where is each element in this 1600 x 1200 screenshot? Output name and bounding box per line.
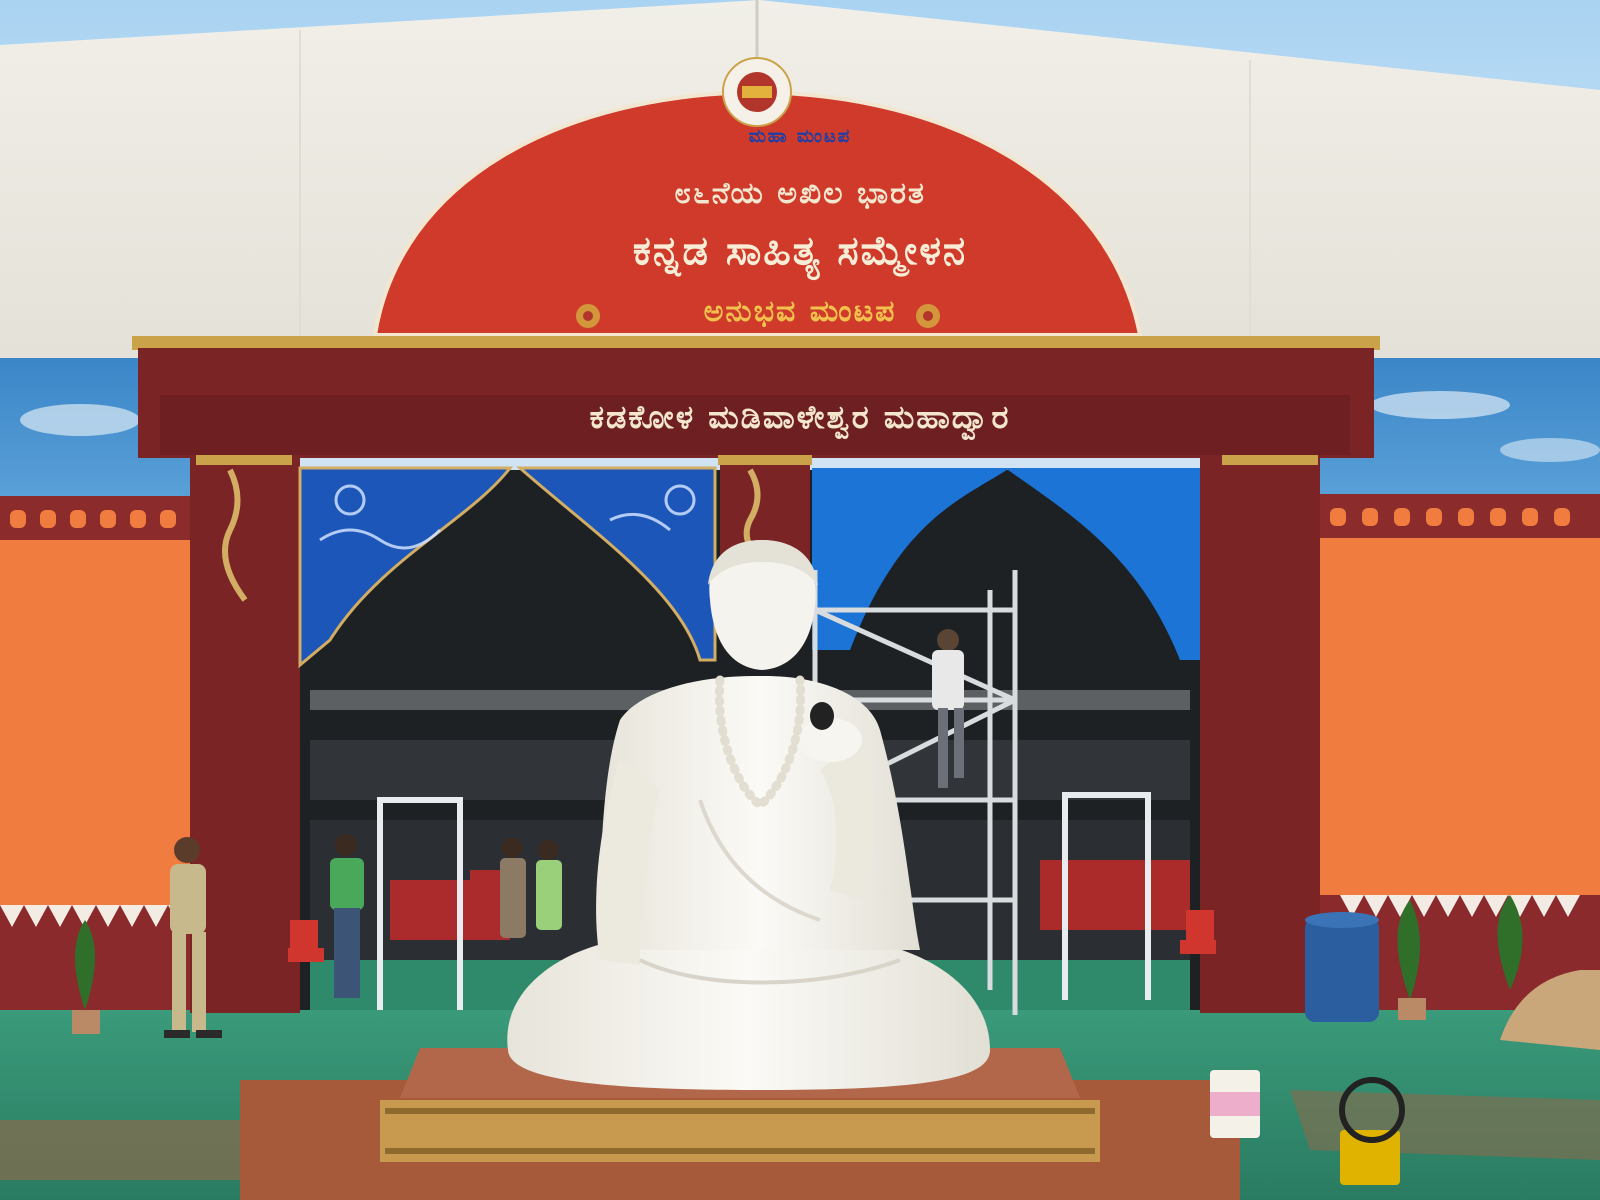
signboard-top-label: ಮಹಾ ಮಂಟಪ bbox=[748, 126, 852, 147]
signboard-line-1: ೮೬ನೆಯ ಅಖಿಲ ಭಾರತ bbox=[674, 176, 926, 211]
orange-wall-left bbox=[0, 500, 190, 910]
pillar-right bbox=[1200, 458, 1320, 1013]
linga-in-hand bbox=[810, 702, 834, 730]
pillar-left bbox=[190, 458, 300, 1013]
signboard-line-2: ಕನ್ನಡ ಸಾಹಿತ್ಯ ಸಮ್ಮೇಳನ bbox=[632, 228, 968, 274]
person-green-shirt bbox=[330, 834, 364, 998]
orange-wall-right bbox=[1320, 500, 1600, 900]
signboard-line-3: ಅನುಭವ ಮಂಟಪ bbox=[703, 294, 897, 329]
gate-name: ಕಡಕೋಳ ಮಡಿವಾಳೇಶ್ವರ ಮಹಾದ್ವಾರ bbox=[589, 398, 1011, 436]
gate-cornice bbox=[132, 336, 1380, 350]
blue-barrel bbox=[1305, 918, 1379, 1022]
